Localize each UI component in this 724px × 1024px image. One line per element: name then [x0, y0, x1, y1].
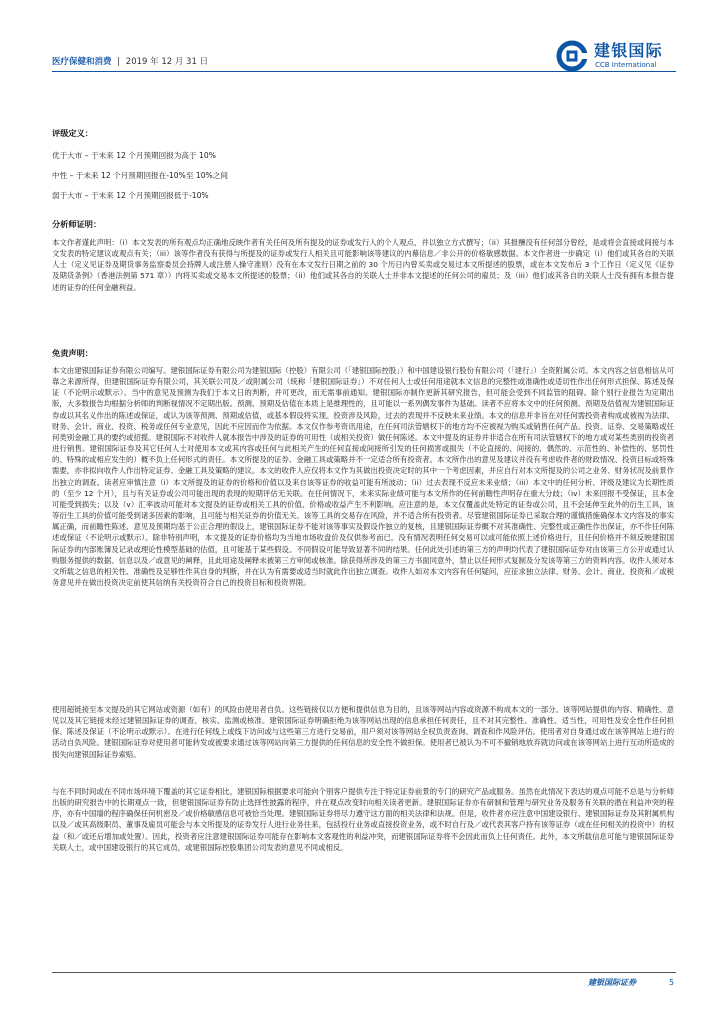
report-category: 医疗保健和消费	[52, 57, 112, 67]
disclaimer-paragraph-1: 本文由建银国际证券有限公司编写。建银国际证券有限公司为建银国际（控股）有限公司（「建银国际控股」）和中国建设银行股份有限公司（「建行」）全资附属公司。本文内容之信息相信从可靠之来源所得，但建银国际证券有限公司，其关联公司及／或附属公司（统称「建银国际证券」）不对任何人士或任何用途就本文信息的完整性或准确性或适切性作出任何形式担保、陈述及保证（不论明示或默示）。当中的意见及预测为我们于本文日的判断，并可更改，而无需事前通知。建银国际亦制作更新其研究报告，但可能会受到不同监管的阻碍。除个别行业报告为定期出版，大多数报告均根据分析师的判断视情况不定期出版。预测、预期及估值在本质上是推理性的，且可能以一系列偶发事件为基础。读者不应将本文中的任何预测、预期及估值视为建银国际证券或以其名义作出的陈述或保证，或认为该等预测、预期或估值，或基本假设将实现。投资涉及风险，过去的表现并不反映未来业绩。本文的信息并非旨在对任何需投资者构成或被视为法律、财务、会计、商业、投资、税务或任何专业意见，因此不应因而作为依据。本文仅作参考资讯用途，在任何司法管辖权下的地方均不应被视为购买或销售任何产品、投资、证券、交易策略或任何类别金融工具的要约或招揽。建银国际不对收件人就本报告中涉及的证券的可用性（或相关投资）做任何陈述。本文中提及的证券并非适合在所有司法管辖权下的地方或对某些类别的投资者进行销售。建银国际证券及其它任何人士对使用本文或其内容或任何与此相关产生的任何直接或间接所引发的任何损害或损失（不论直接的、间接的、偶然的、示范性的、补偿性的、惩罚性的、特殊的或相应发生的）概不负上任何形式的责任。本文所提及的证券、金融工具或策略并不一定适合所有投资者。本文所作出的意见及建议并没有考虑收件者的财政情况、投资目标或特殊需要，亦非拟向收件人作出特定证券、金融工具及策略的建议。本文的收件人应仅将本文作为其做出投资决定时的其中一个考虑因素，并应自行对本文所提及的公司之业务、财务状况及前景作出独立的调查。读者应审慎注意（i）本文所提及的证券的价格和价值以及来自该等证券的收益可能有所波动；（ii）过去表现不反应未来业绩；（iii）本文中的任何分析、评级及建议为长期性质的（至少 12 个月），且与有关证券或公司可能出现的表现的短期评估无关联。在任何情况下，未来实际业绩可能与本文所作的任何前瞻性声明存在重大分歧；（iv）未来回报不受保证，且本金可能受到损失；以及（v）汇率波动可能对本文提及的证券或相关工具的价值、价格或收益产生不利影响。应注意的是，本文仅覆盖此处特定的证券或公司，且不会延伸至此外的衍生工具，该等衍生工具的价值可能受到诸多因素的影响，且可能与相关证券的价值无关。该等工具的交易存在风险，并不适合所有投资者。尽管建银国际证券已采取合理的谨慎措施确保本文内容及的事实属正确，而前瞻性陈述、意见及预期均基于公正合理的假设上，建银国际证券不能对该等事实及假设作独立的复核，且建银国际证券概不对其准确性、完整性或正确性作出保证，亦不作任何陈述或保证（不论明示或默示）。除非特别声明，本文提及的证券价格均为当地市场收盘价及仅供参考而已。没有情况表明任何交易可以或可能依照上述价格进行，且任何价格并不须反映建银国际证券的内部账簿及记录或理论性模型基础的估值，且可能基于某些假设。不同假设可能导致显著不同的结果。任何此处引述的第三方的声明均代表了建银国际证券对由该第三方公开或通过认购服务提供的数据、信息以及／或意见的阐释，且此用途及阐释未被第三方审阅或核准。除获得所涉及的第三方书面同意外，禁止以任何形式复制及分发该等第三方的资料内容。收件人须对本文所载之信息的相关性、准确性及足够性作其自身的判断，并在认为有需要或适当时就此作出独立调查。收件人如对本文内容有任何疑问，应征求独立法律、财务、会计、商业、投资和／或税务意见并在做出投资决定前使其信纳有关投资符合自己的投资目标和投资界限。	[52, 366, 674, 587]
rating-definition-title: 评级定义：	[52, 128, 93, 138]
header-divider	[52, 71, 676, 72]
page-number: 5	[669, 978, 675, 987]
rating-underperform: 弱于大市 – 于未来 12 个月预期回报低于-10%	[52, 191, 209, 200]
ccb-international-logo	[556, 40, 686, 74]
logo-chinese-name: 建银国际	[594, 41, 663, 60]
analyst-certification-body: 本文作者谨此声明：（i）本文发表的所有观点均正确地反映作者有关任何及所有提及的证券或发行人的个人观点，并以独立方式撰写；（ii）其报酬没有任何部分曾经，是或将会直接或间接与本文发表的特定建议或观点有关；（iii）该等作者没有获得与所提及的证券或发行人相关且可能影响该等建议的内幕信息／非公开的价格敏感数据。本文作者进一步确定（i）他们或其各自的关联人士（定义见证券及期货事务监察委员会持牌人或注册人操守准则）没有在本文发行日期之前的 30 个历日内曾买卖或交易过本文所提述的股票，或在本文发布后 3 个工作日（定义见《证券及期货条例》（香港法例第 571 章））内将买卖或交易本文所提述的股票；（ii）他们或其各自的关联人士并非本文提述的任何公司的雇员；及（iii）他们或其各自的关联人士没有拥有本报告提述的证券的任何金融利益。	[52, 238, 674, 292]
rating-neutral: 中性 – 于未来 12 个月预期回报在-10%至 10%之间	[52, 171, 228, 180]
disclaimer-title: 免责声明：	[52, 348, 93, 358]
header-separator: |	[117, 57, 121, 67]
disclaimer-paragraph-2: 使用超链接至本文提及的其它网站或资源（如有）的风险由使用者自负。这些链接仅以方便和提供信息为目的，且该等网站内容或资源不构成本文的一部分。该等网站提供的内容、精确性、意见以及其它链接未经过建银国际证券的调查、核实、监测或核准。建银国际证券明确拒绝为该等网站出现的信息承担任何责任，且不对其完整性、准确性、适当性，可用性及安全性作任何担保、陈述及保证（不论明示或默示）。在进行任何线上或线下访问或与这些第三方进行交易前，用户须对该等网站全权负责查询、调查和作风险评估。使用者对自身通过或在该等网站上进行的活动自负风险。建银国际证券对使用者可能转发或被要求通过该等网站向第三方提供的任何信息的安全性不做担保。使用者已被认为不可不撤销地放弃就访问或在该等网站上进行互动所造成的损失向建银国际证券索赔。	[52, 705, 674, 759]
report-date: 2019 年 12 月 31 日	[125, 57, 209, 67]
ccb-logo-icon	[556, 40, 590, 72]
rating-outperform: 优于大市 – 于未来 12 个月预期回报为高于 10%	[52, 151, 216, 160]
report-header	[52, 56, 208, 68]
logo-english-name: CCB International	[595, 61, 657, 69]
footer-publication-name: 建银国际证券	[588, 978, 636, 987]
disclaimer-paragraph-3: 与在不同时间或在不同市场环境下覆盖的其它证券相比，建银国际根据要求可能向个别客户提供专注于特定证券前景的专门的研究产品或服务。虽然在此情况下表达的观点可能不总是与分析师出版的研究报告中的长期观点一致，但建银国际证券有防止选择性披露的程序，并在观点改变时向相关读者更新。建银国际证券亦有研制和管理与研究业务及服务有关联的潜在利益冲突的程序，亦有中国墙的程序确保任何机密及／或价格敏感信息可被恰当处理。建银国际证券将尽力遵守这方面的相关法律和法规。但是，收件者亦应注意中国建设银行、建银国际证券及其附属机构以及／或其高级职员、董事及雇员可能会与本文所提及的证券发行人进行业务往来，包括投行业务或直接投资业务，或不时自行及／或代表其客户持有该等证券（或在任何相关的投资中）的权益（和／或还后增加或处置）。因此，投资者应注意建银国际证券可能存在影响本文客观性的利益冲突，而建银国际证券将不会因此而负上任何责任。此外，本文所载信息可能与建银国际证券关联人士，或中国建设银行的其它成员，或建银国际控股集团公司发表的意见不同或相反。	[52, 787, 674, 852]
analyst-certification-title: 分析师证明：	[52, 219, 102, 229]
footer-divider	[52, 972, 676, 973]
